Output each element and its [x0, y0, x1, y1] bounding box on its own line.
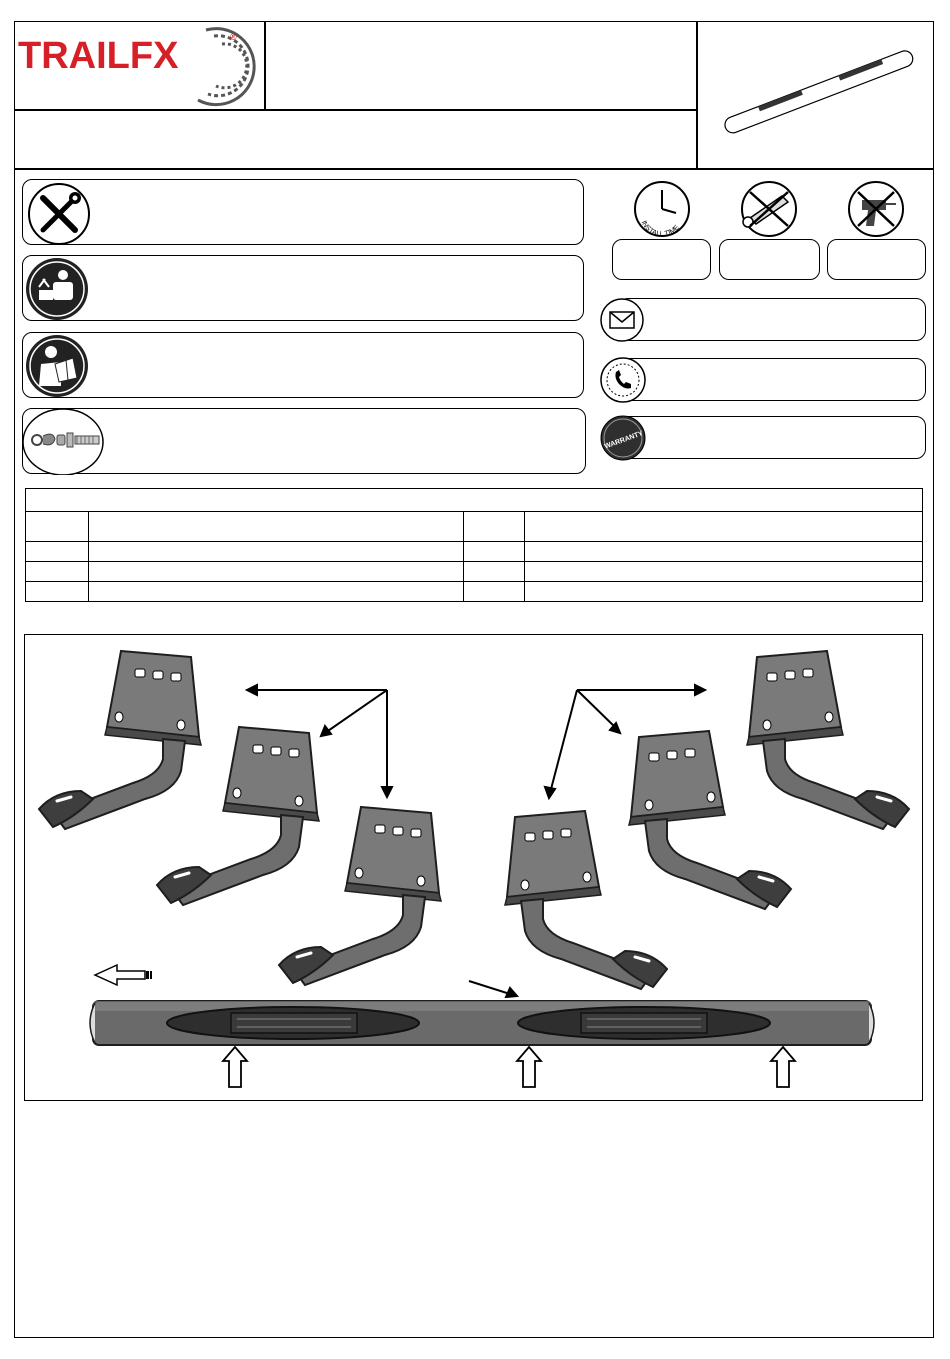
clock-icon	[632, 180, 692, 243]
exploded-parts-diagram	[24, 634, 923, 1101]
info-row-tools	[22, 179, 584, 245]
table-cell	[525, 542, 923, 562]
step-pad-front	[518, 1007, 770, 1039]
table-cell	[26, 542, 89, 562]
tools-icon	[25, 182, 93, 251]
table-cell	[89, 562, 464, 582]
table-cell	[464, 562, 525, 582]
table-cell	[89, 512, 464, 542]
bracket-left-rear	[39, 651, 201, 829]
no-cutting-box	[719, 239, 820, 280]
product-thumbnail	[712, 40, 926, 150]
document-title	[270, 30, 690, 100]
info-row-hardware	[22, 408, 586, 474]
table-cell	[464, 512, 525, 542]
table-cell	[26, 582, 89, 602]
install-time-value	[613, 240, 710, 252]
table-row	[26, 542, 923, 562]
install-time-label: INSTALL TIME	[639, 219, 681, 238]
contact-email-box	[618, 298, 926, 341]
no-drill-icon	[846, 180, 906, 243]
table-row	[26, 512, 923, 542]
mounting-point-arrows	[223, 1047, 795, 1087]
info-row-read-manual	[22, 332, 584, 398]
contact-warranty-box	[618, 416, 926, 459]
no-drilling-value	[828, 240, 925, 252]
hardware-icon	[23, 409, 107, 480]
running-board	[90, 1001, 874, 1045]
tire-tread-graphic	[198, 29, 254, 105]
no-drilling-box	[827, 239, 926, 280]
document-subtitle	[24, 118, 684, 162]
warranty-badge-text: WARRANTY	[603, 430, 645, 451]
product-image-divider	[696, 21, 698, 169]
contact-phone-box	[618, 358, 926, 401]
header-divider	[14, 109, 697, 111]
warranty-icon	[599, 414, 649, 467]
brand-logo	[16, 24, 264, 108]
install-time-box	[612, 239, 711, 280]
bracket-right-front	[505, 811, 667, 989]
parts-table	[25, 488, 923, 602]
table-cell	[26, 512, 89, 542]
mail-icon	[600, 298, 648, 347]
step-pad-rear	[167, 1007, 419, 1039]
table-row	[26, 562, 923, 582]
table-cell	[464, 542, 525, 562]
parts-diagram-svg	[25, 635, 921, 1099]
toll-free-phone-icon	[599, 356, 649, 409]
table-cell	[525, 512, 923, 542]
front-direction-arrow	[95, 965, 152, 985]
table-cell	[26, 562, 89, 582]
table-cell	[89, 542, 464, 562]
table-cell	[525, 562, 923, 582]
header-bottom-divider	[14, 168, 934, 170]
table-cell	[89, 582, 464, 602]
info-row-instructions	[22, 255, 584, 321]
table-cell	[464, 582, 525, 602]
table-cell	[525, 582, 923, 602]
parts-table-title	[26, 489, 923, 512]
brand-wordmark: TRAILFX	[18, 35, 179, 77]
logo-divider	[264, 21, 266, 110]
registered-mark: ®	[230, 32, 237, 42]
bracket-right-rear	[747, 651, 909, 829]
instructions-reading-icon	[25, 257, 91, 326]
bracket-left-front	[279, 807, 441, 985]
no-hacksaw-icon	[738, 180, 800, 243]
table-row	[26, 582, 923, 602]
read-manual-icon	[25, 334, 91, 403]
no-cutting-value	[720, 240, 819, 252]
